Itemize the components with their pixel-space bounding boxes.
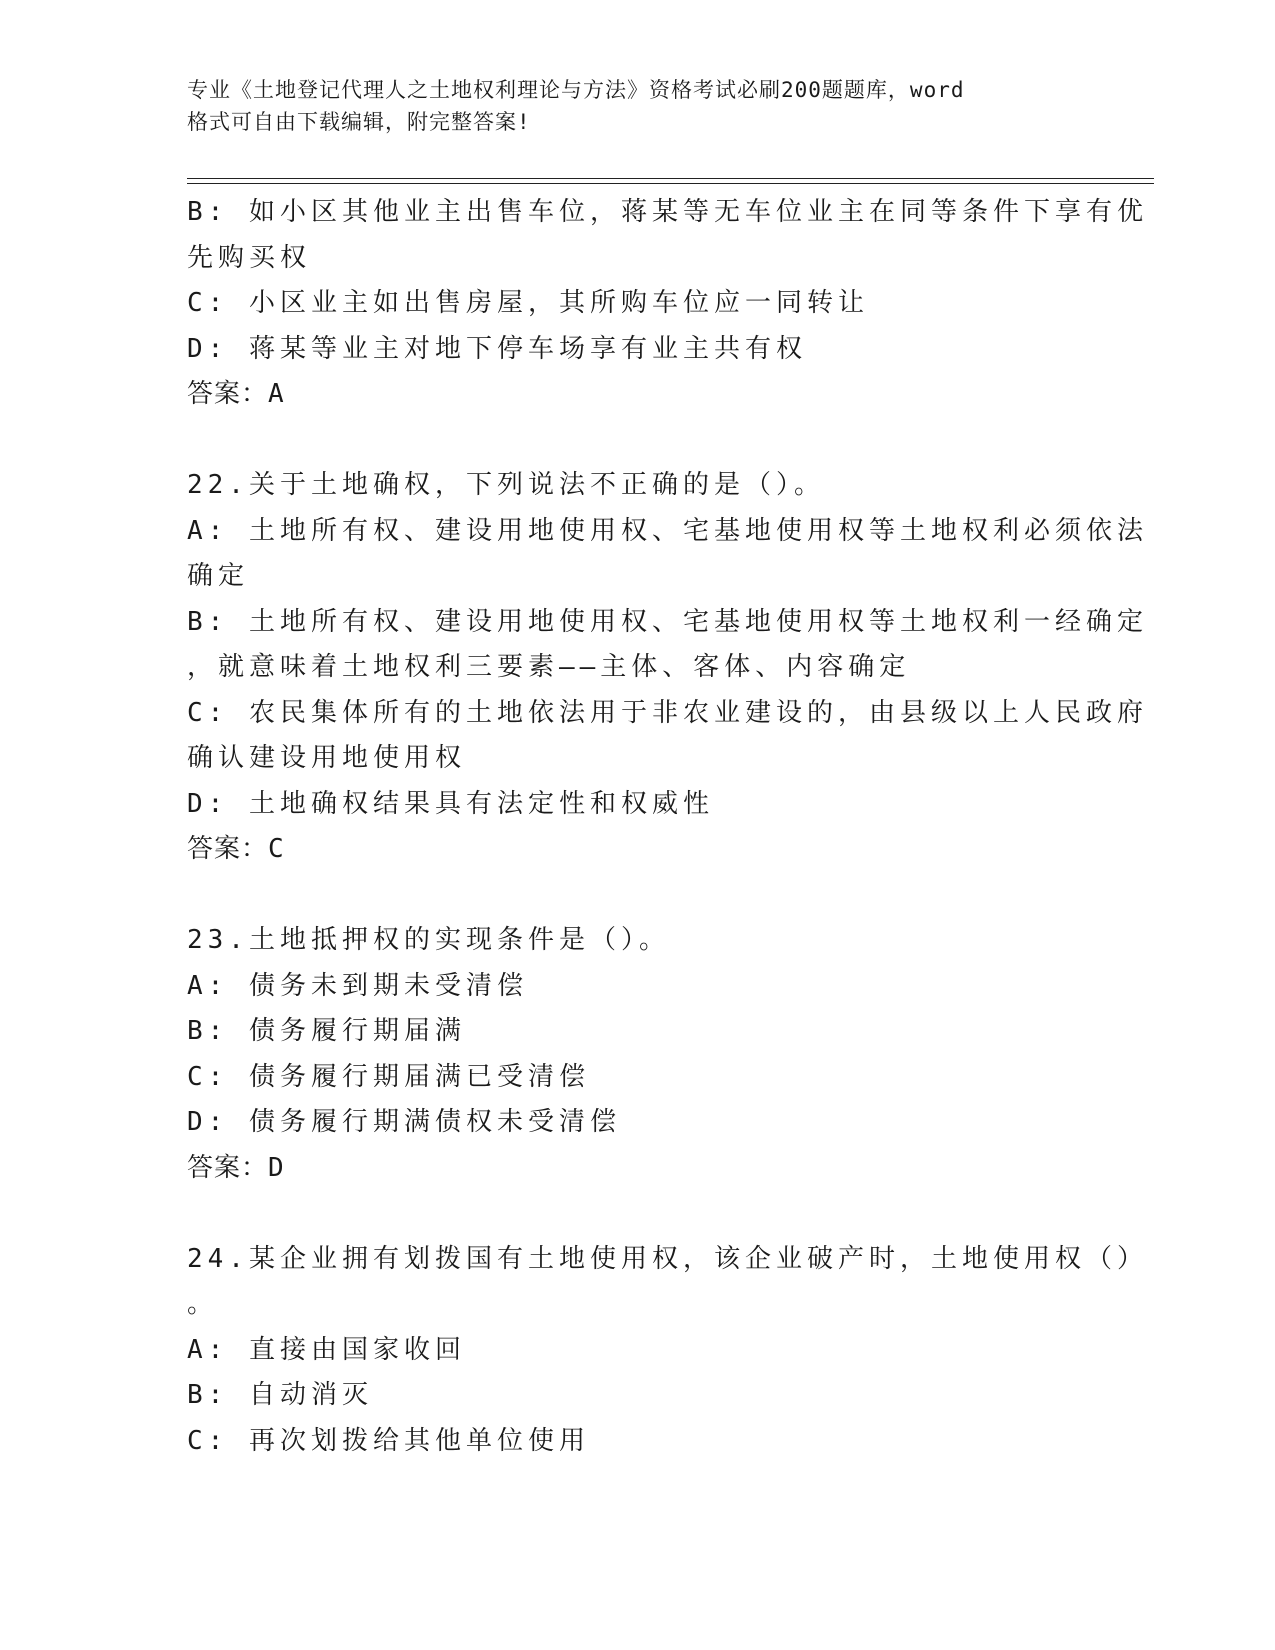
question-text-line: A: 直接由国家收回: [187, 1334, 466, 1365]
block-spacer: [187, 873, 1087, 919]
question-text-line: B: 债务履行期届满: [187, 1016, 466, 1046]
block-spacer: [187, 418, 1087, 464]
question-text-line: ，就意味着土地权利三要素——主体、客体、内容确定: [187, 652, 911, 682]
answer-line: 答案：A: [187, 379, 285, 409]
question-text-line: A: 债务未到期未受清偿: [187, 970, 528, 1001]
answer-line: 答案：D: [187, 1152, 285, 1183]
question-text-line: C: 农民集体所有的土地依法用于非农业建设的，由县级以上人民政府: [187, 697, 1148, 728]
question-text-line: 24.某企业拥有划拨国有土地使用权，该企业破产时，土地使用权（）: [187, 1243, 1148, 1274]
question-text-line: B: 如小区其他业主出售车位，蒋某等无车位业主在同等条件下享有优: [187, 197, 1148, 227]
header-divider-top: [187, 178, 1154, 179]
question-text-line: 先购买权: [187, 242, 312, 273]
document-header: [187, 74, 1067, 138]
question-text-line: 22.关于土地确权，下列说法不正确的是（）。: [187, 470, 825, 500]
question-text-line: D: 土地确权结果具有法定性和权威性: [187, 788, 714, 819]
question-text-line: 23.土地抵押权的实现条件是（）。: [187, 925, 670, 955]
header-line-2: 格式可自由下载编辑，附完整答案!: [187, 110, 531, 134]
question-content: [187, 190, 1148, 1464]
question-text-line: 。: [187, 1289, 219, 1319]
question-text-line: A: 土地所有权、建设用地使用权、宅基地使用权等土地权利必须依法: [187, 515, 1148, 546]
question-text-line: C: 债务履行期届满已受清偿: [187, 1061, 590, 1092]
question-text-line: B: 土地所有权、建设用地使用权、宅基地使用权等土地权利一经确定: [187, 606, 1148, 637]
question-text-line: D: 蒋某等业主对地下停车场享有业主共有权: [187, 333, 807, 364]
question-text-line: C: 再次划拨给其他单位使用: [187, 1425, 590, 1456]
answer-line: 答案：C: [187, 834, 285, 864]
header-line-1: 专业《土地登记代理人之土地权利理论与方法》资格考试必刷200题题库，word: [187, 78, 965, 102]
block-spacer: [187, 1191, 1087, 1237]
header-divider-bottom: [187, 183, 1154, 184]
question-text-line: 确认建设用地使用权: [187, 743, 467, 773]
question-text-line: C: 小区业主如出售房屋，其所购车位应一同转让: [187, 288, 869, 318]
question-text-line: D: 债务履行期满债权未受清偿: [187, 1107, 621, 1137]
question-text-line: B: 自动消灭: [187, 1380, 373, 1410]
question-text-line: 确定: [187, 561, 250, 591]
